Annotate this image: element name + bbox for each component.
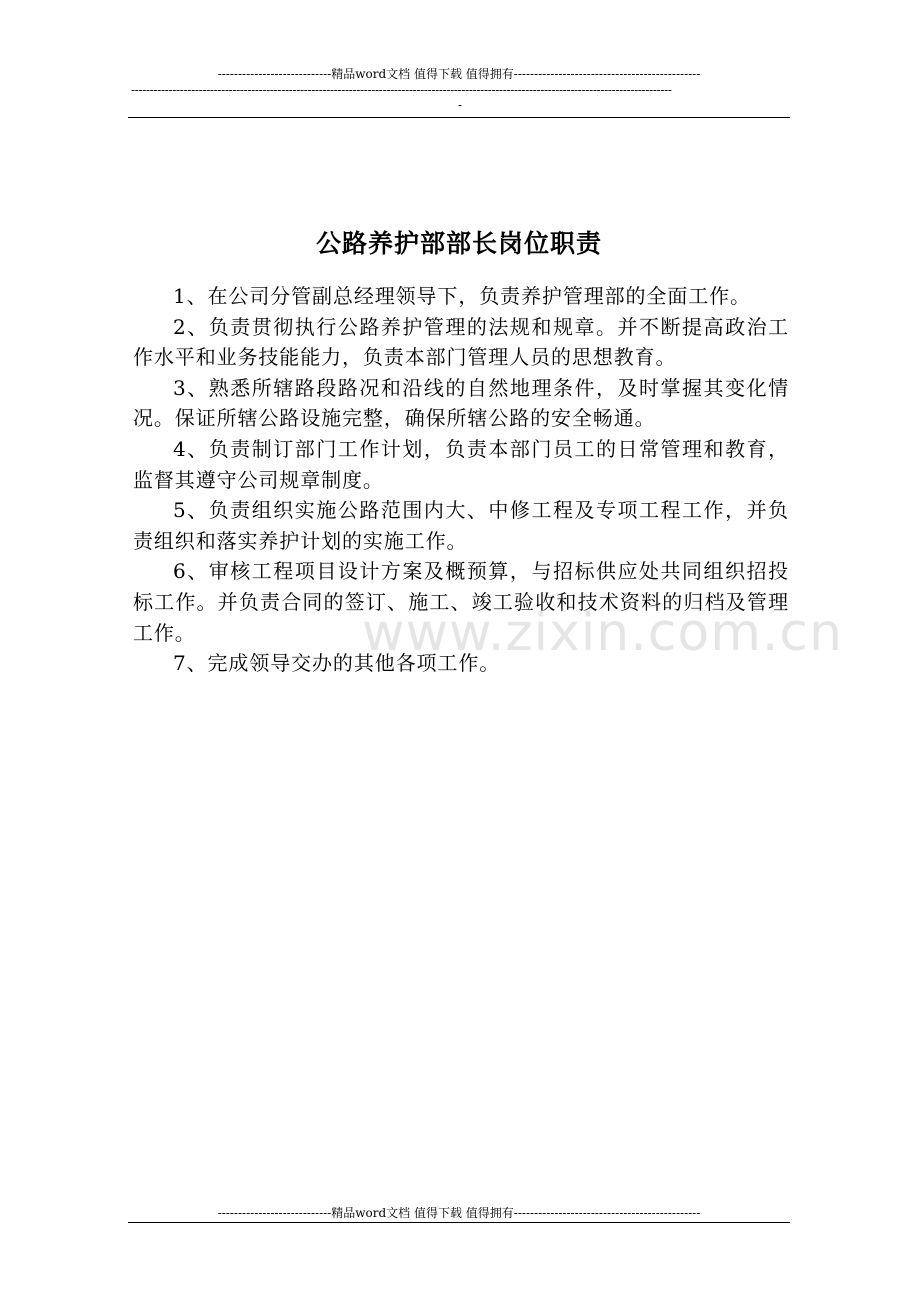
duty-item-7: 7、完成领导交办的其他各项工作。	[173, 651, 501, 676]
footer-banner: ----------------------------精品word文档 值得下载 值得拥有----------------------------------------------	[217, 1206, 701, 1220]
duty-item-3: 3、熟悉所辖路段路况和沿线的自然地理条件，及时掌握其变化情况。保证所辖公路设施完整，确保所辖公路的安全畅通。	[133, 375, 789, 431]
header-rule	[128, 117, 790, 118]
header-dash-line: ------------------------------------------------------------------------------------------------------------------------------------------------	[131, 84, 672, 96]
duty-item-2: 2、负责贯彻执行公路养护管理的法规和规章。并不断提高政治工作水平和业务技能能力，负责本部门管理人员的思想教育。	[133, 314, 789, 370]
duty-item-4: 4、负责制订部门工作计划，负责本部门员工的日常管理和教育，监督其遵守公司规章制度。	[133, 436, 789, 492]
document-title: 公路养护部部长岗位职责	[315, 229, 602, 258]
footer-rule	[128, 1222, 790, 1223]
watermark: www.zixin.com.cn	[362, 603, 843, 663]
header-banner: ----------------------------精品word文档 值得下载 值得拥有----------------------------------------------	[217, 67, 701, 81]
header-dash-end: -	[457, 98, 463, 112]
duty-item-1: 1、在公司分管副总经理领导下，负责养护管理部的全面工作。	[173, 284, 751, 308]
duty-item-5: 5、负责组织实施公路范围内大、中修工程及专项工程工作，并负责组织和落实养护计划的实施工作。	[133, 498, 789, 553]
duty-item-6: 6、审核工程项目设计方案及概预算，与招标供应处共同组织招投标工作。并负责合同的签订、施工、竣工验收和技术资料的归档及管理工作。	[133, 559, 789, 645]
